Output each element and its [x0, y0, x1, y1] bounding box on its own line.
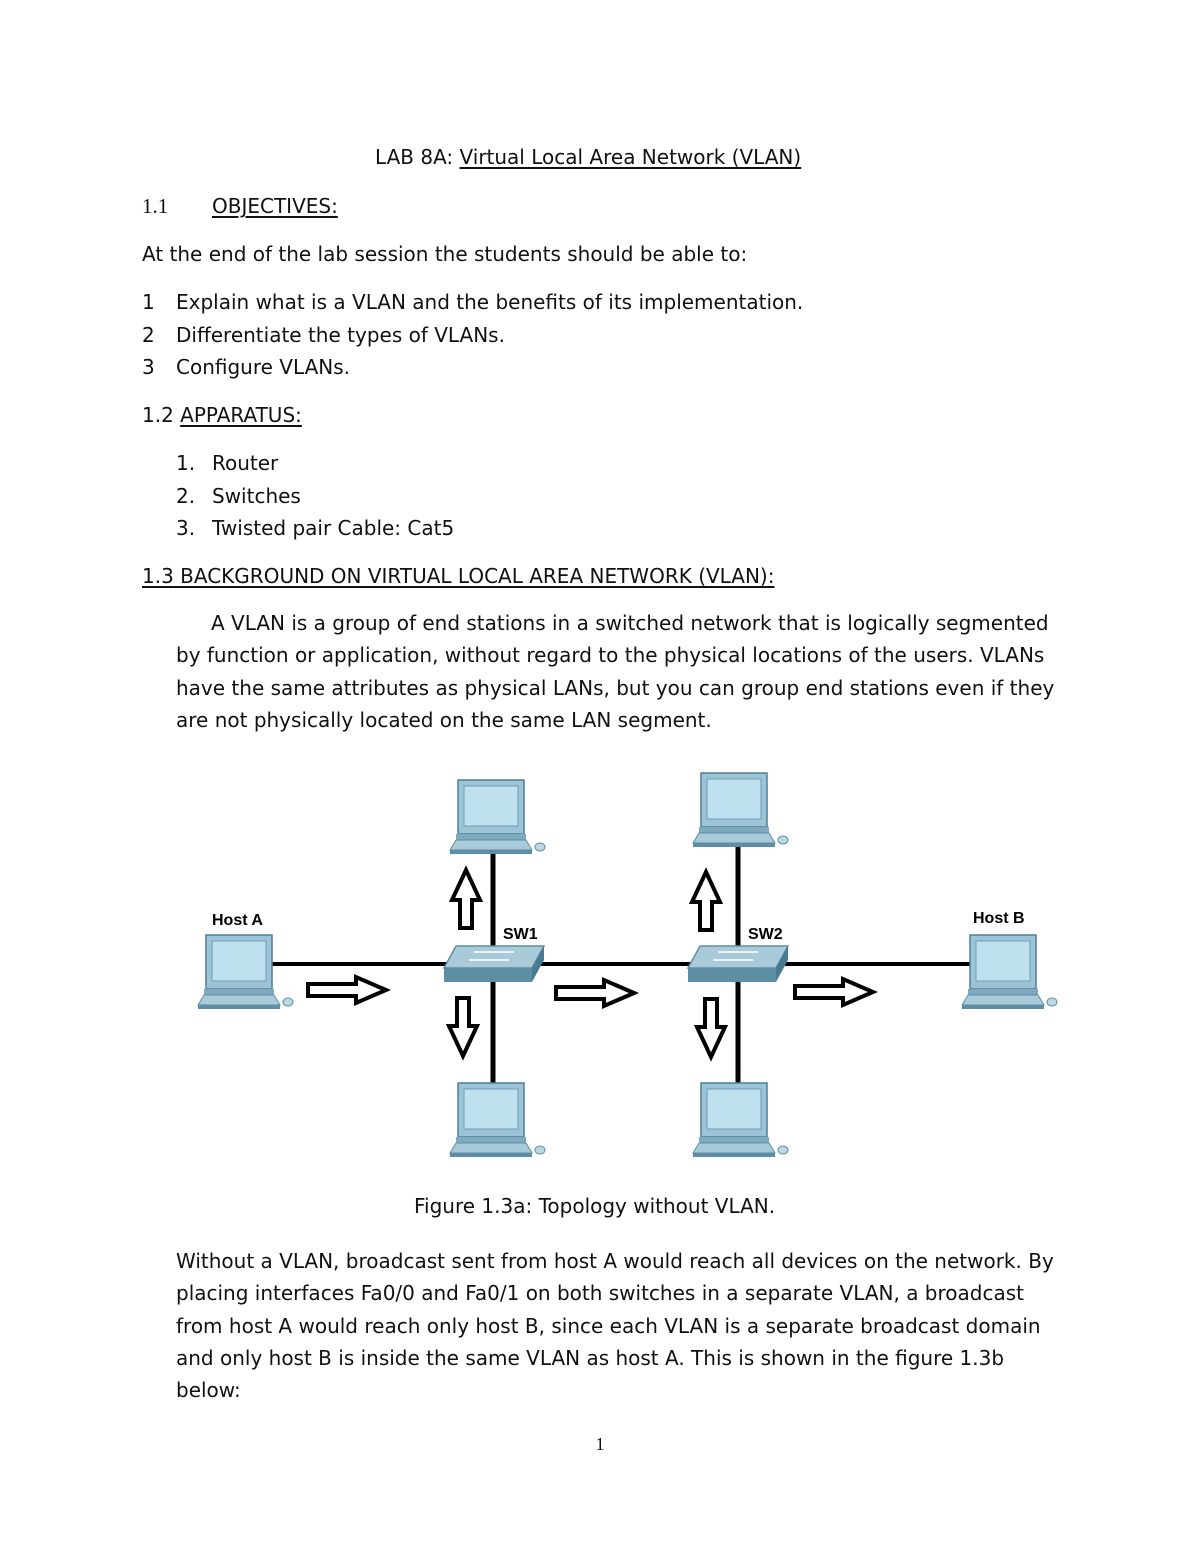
sw1-top-computer	[450, 780, 545, 854]
apparatus-section-heading	[142, 403, 302, 427]
apparatus-num: 1.	[176, 451, 196, 475]
apparatus-item: Switches	[212, 484, 301, 508]
host-b-computer	[962, 935, 1057, 1009]
title-prefix: LAB 8A:	[375, 145, 460, 169]
apparatus-item: Router	[212, 451, 279, 475]
figure-caption: Figure 1.3a: Topology without VLAN.	[414, 1194, 776, 1218]
arrow-down-icon	[449, 998, 477, 1056]
host-b-label: Host B	[973, 910, 1025, 927]
objective-num: 2	[142, 323, 155, 347]
arrow-up-icon	[692, 872, 720, 930]
sw1-label: SW1	[503, 926, 538, 943]
arrow-up-icon	[452, 870, 480, 928]
arrow-right-icon	[308, 977, 386, 1003]
apparatus-num: 3.	[176, 516, 196, 540]
objective-num: 1	[142, 290, 155, 314]
topology-diagram	[190, 765, 1070, 1160]
title-main: Virtual Local Area Network (VLAN)	[459, 145, 802, 169]
sw2-label: SW2	[748, 926, 783, 943]
arrow-down-icon	[697, 999, 725, 1057]
switch-sw2	[688, 946, 788, 982]
page-title	[375, 145, 801, 169]
page-number: 1	[595, 1434, 605, 1454]
objective-num: 3	[142, 355, 155, 379]
background-number: 1.3	[142, 564, 174, 588]
sw2-bottom-computer	[693, 1083, 788, 1157]
switch-sw1	[444, 946, 544, 982]
apparatus-num: 2.	[176, 484, 196, 508]
arrow-right-icon	[556, 980, 634, 1006]
background-section-heading	[142, 564, 774, 588]
apparatus-item: Twisted pair Cable: Cat5	[212, 516, 455, 540]
objectives-heading: OBJECTIVES:	[212, 194, 338, 218]
objectives-intro: At the end of the lab session the students should be able to:	[142, 242, 748, 266]
objectives-number: 1.1	[142, 194, 169, 218]
host-a-label: Host A	[212, 912, 263, 929]
background-paragraph: A VLAN is a group of end stations in a switched network that is logically segmented by function or application, without regard to the physical locations of the users. VLANs have the same attributes as physical LANs, but you can group end stations even if they are not physically located on the same LAN segment.	[176, 611, 1055, 732]
sw1-bottom-computer	[450, 1083, 545, 1157]
objective-text: Configure VLANs.	[176, 355, 350, 379]
objective-text: Differentiate the types of VLANs.	[176, 323, 505, 347]
host-a-computer	[198, 935, 293, 1009]
apparatus-number: 1.2	[142, 403, 181, 427]
background-heading: BACKGROUND ON VIRTUAL LOCAL AREA NETWORK (VLAN):	[173, 564, 775, 588]
arrow-right-icon	[795, 979, 873, 1005]
after-figure-paragraph: Without a VLAN, broadcast sent from host A would reach all devices on the network. By placing interfaces Fa0/0 and Fa0/1 on both switches in a separate VLAN, a broadcast from host A would reach only host B, since each VLAN is a separate broadcast domain and only host B is inside the same VLAN as host A. This is shown in the figure 1.3b below:	[176, 1249, 1054, 1403]
objective-text: Explain what is a VLAN and the benefits of its implementation.	[176, 290, 804, 314]
sw2-top-computer	[693, 773, 788, 847]
apparatus-heading: APPARATUS:	[180, 403, 302, 427]
